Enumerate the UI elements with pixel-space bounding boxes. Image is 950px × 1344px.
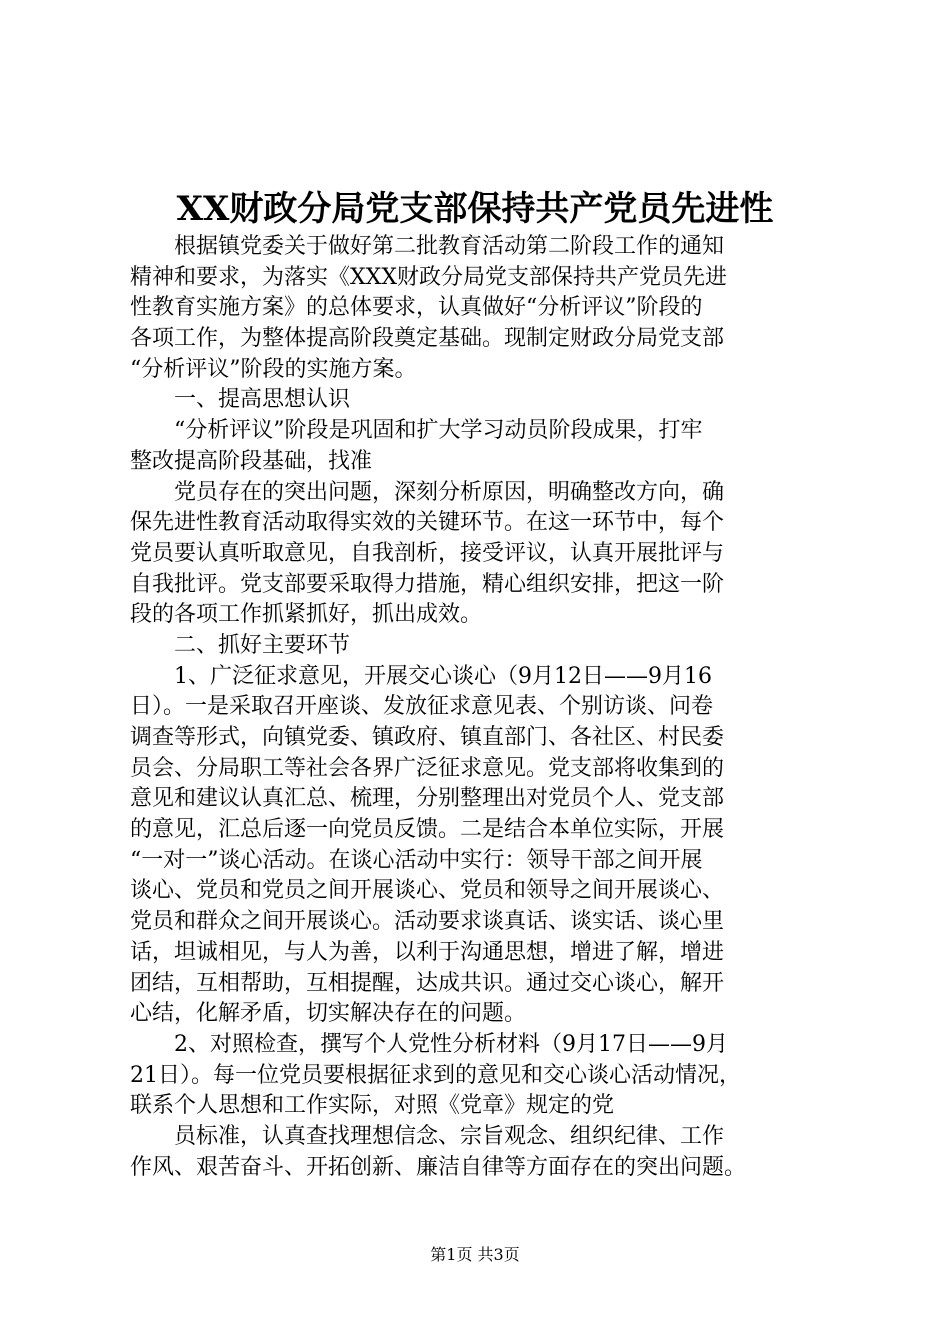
body-line: 心结，化解矛盾，切实解决存在的问题。: [130, 1001, 527, 1027]
body-line: 根据镇党委关于做好第二批教育活动第二阶段工作的通知: [130, 234, 725, 259]
body-line: 员标准，认真查找理想信念、宗旨观念、组织纪律、工作: [130, 1123, 725, 1149]
body-line: 日）。一是采取召开座谈、发放征求意见表、个别访谈、问卷: [130, 694, 714, 720]
body-line: 整改提高阶段基础，找准: [130, 448, 373, 474]
body-line: “一对一”谈心活动。在谈心活动中实行：领导干部之间开展: [130, 847, 703, 873]
body-line: 话，坦诚相见，与人为善，以利于沟通思想，增进了解，增进: [130, 939, 725, 965]
body-line: “分析评议”阶段是巩固和扩大学习动员阶段成果，打牢: [130, 418, 703, 444]
body-line: 党员存在的突出问题，深刻分析原因，明确整改方向，确: [130, 479, 725, 505]
body-line: 性教育实施方案》的总体要求，认真做好“分析评议”阶段的: [130, 295, 703, 321]
section-heading: 一、提高思想认识: [130, 387, 351, 413]
body-line: 的意见，汇总后逐一向党员反馈。二是结合本单位实际，开展: [130, 817, 725, 843]
body-line: 意见和建议认真汇总、梳理，分别整理出对党员个人、党支部: [130, 786, 725, 812]
page-number-footer: 第1页 共3页: [430, 1245, 520, 1264]
body-line: 1、广泛征求意见，开展交心谈心（9月12日——9月16: [130, 663, 712, 689]
document-body: [130, 232, 830, 1183]
body-line: 保先进性教育活动取得实效的关键环节。在这一环节中，每个: [130, 510, 725, 536]
body-line: 调查等形式，向镇党委、镇政府、镇直部门、各社区、村民委: [130, 725, 725, 750]
document-title: XX财政分局党支部保持共产党员先进性: [176, 189, 774, 229]
body-line: 联系个人思想和工作实际，对照《党章》规定的党: [130, 1093, 615, 1119]
body-line: 各项工作，为整体提高阶段奠定基础。现制定财政分局党支部: [130, 326, 725, 352]
body-line: 党员要认真听取意见，自我剖析，接受评议，认真开展批评与: [130, 540, 725, 566]
body-line: 21日）。每一位党员要根据征求到的意见和交心谈心活动情况，: [130, 1062, 741, 1088]
section-heading: 二、抓好主要环节: [130, 632, 351, 658]
body-line: 员会、分局职工等社会各界广泛征求意见。党支部将收集到的: [130, 755, 725, 781]
body-line: “分析评议”阶段的实施方案。: [130, 356, 417, 382]
body-line: 段的各项工作抓紧抓好，抓出成效。: [130, 602, 483, 628]
body-line: 团结，互相帮助，互相提醒，达成共识。通过交心谈心，解开: [130, 970, 725, 996]
body-line: 党员和群众之间开展谈心。活动要求谈真话、谈实话、谈心里: [130, 909, 725, 935]
body-line: 精神和要求，为落实《XXX财政分局党支部保持共产党员先进: [130, 264, 727, 290]
body-line: 作风、艰苦奋斗、开拓创新、廉洁自律等方面存在的突出问题。: [130, 1154, 747, 1180]
body-line: 自我批评。党支部要采取得力措施，精心组织安排，把这一阶: [130, 571, 725, 597]
body-line: 谈心、党员和党员之间开展谈心、党员和领导之间开展谈心、: [130, 878, 725, 904]
body-line: 2、对照检查，撰写个人党性分析材料（9月17日——9月: [130, 1031, 728, 1057]
